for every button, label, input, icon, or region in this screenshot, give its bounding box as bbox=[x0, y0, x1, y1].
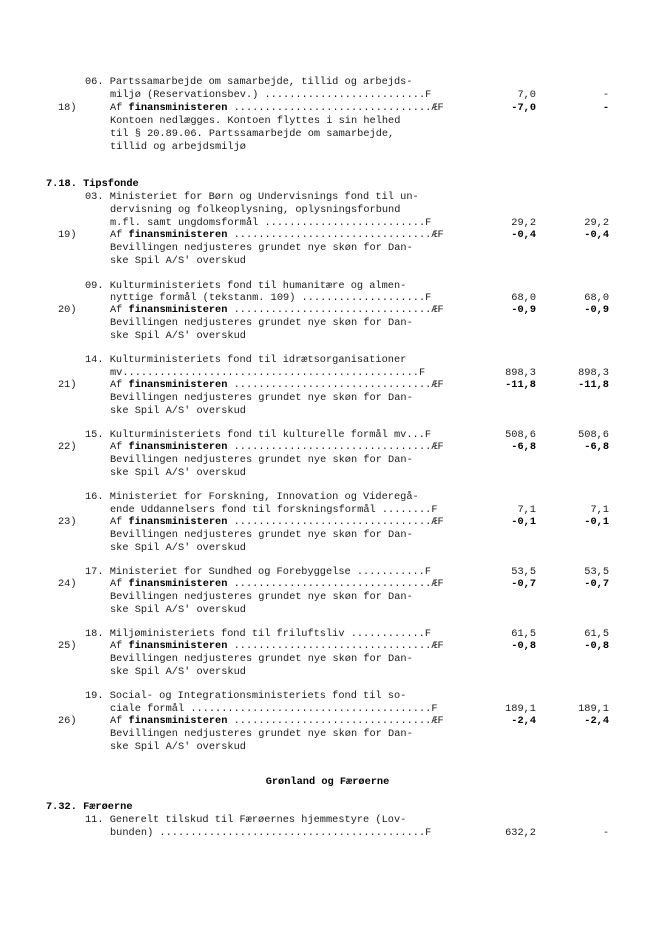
value-col1: -0,1 bbox=[511, 516, 536, 528]
finansministeren-label: finansministeren bbox=[128, 578, 228, 590]
finansministeren-label: finansministeren bbox=[128, 379, 228, 391]
value-col1: -0,7 bbox=[511, 578, 536, 590]
text-line bbox=[0, 741, 655, 754]
value-col1: 632,2 bbox=[505, 827, 536, 839]
af-label: Af bbox=[110, 304, 129, 316]
dots-leader: ................................ÆF bbox=[227, 516, 444, 528]
value-col2: -0,8 bbox=[584, 640, 609, 652]
change-line bbox=[0, 304, 655, 317]
section-title: 7.32. Færøerne bbox=[46, 801, 133, 813]
finansministeren-label: finansministeren bbox=[128, 102, 228, 114]
value-col1: -11,8 bbox=[505, 379, 536, 391]
text-line bbox=[0, 128, 655, 141]
af-label: Af bbox=[110, 715, 129, 727]
text-line bbox=[0, 354, 655, 367]
change-number: 25) bbox=[58, 640, 77, 652]
change-number: 20) bbox=[58, 304, 77, 316]
item-text: ciale formål .......................................F bbox=[110, 703, 438, 715]
dots-leader: ................................ÆF bbox=[227, 304, 444, 316]
item-text: 15. Kulturministeriets fond til kulturelle formål mv...F bbox=[85, 429, 432, 441]
item-text: Bevillingen nedjusteres grundet nye skøn for Dan- bbox=[110, 392, 413, 404]
value-col2: 61,5 bbox=[584, 628, 609, 640]
value-col2: -2,4 bbox=[584, 715, 609, 727]
value-col1: 189,1 bbox=[505, 703, 536, 715]
change-number: 26) bbox=[58, 715, 77, 727]
text-line bbox=[0, 330, 655, 343]
item-text: ske Spil A/S' overskud bbox=[110, 255, 246, 267]
text-line bbox=[0, 529, 655, 542]
value-col1: 29,2 bbox=[511, 217, 536, 229]
value-col1: -6,8 bbox=[511, 441, 536, 453]
finansministeren-label: finansministeren bbox=[128, 229, 228, 241]
text-line bbox=[0, 141, 655, 154]
value-col2: -0,9 bbox=[584, 304, 609, 316]
change-line bbox=[0, 102, 655, 115]
text-line bbox=[0, 115, 655, 128]
item-text: 03. Ministeriet for Børn og Undervisnings fond til un- bbox=[85, 191, 419, 203]
text-line bbox=[0, 454, 655, 467]
item-text: ende Uddannelsers fond til forskningsformål ........F bbox=[110, 504, 438, 516]
dots-leader: ................................ÆF bbox=[227, 640, 444, 652]
finansministeren-label: finansministeren bbox=[128, 304, 228, 316]
item-text: Kontoen nedlægges. Kontoen flyttes i sin helhed bbox=[110, 115, 401, 127]
value-col1: -2,4 bbox=[511, 715, 536, 727]
text-line bbox=[0, 814, 655, 827]
value-col2: 898,3 bbox=[578, 367, 609, 379]
item-text: Bevillingen nedjusteres grundet nye skøn for Dan- bbox=[110, 653, 413, 665]
change-number: 22) bbox=[58, 441, 77, 453]
af-label: Af bbox=[110, 102, 129, 114]
af-label: Af bbox=[110, 229, 129, 241]
text-line bbox=[0, 542, 655, 555]
change-line bbox=[0, 441, 655, 454]
item-text: ske Spil A/S' overskud bbox=[110, 467, 246, 479]
dots-leader: ................................ÆF bbox=[227, 578, 444, 590]
change-number: 24) bbox=[58, 578, 77, 590]
value-col2: -0,7 bbox=[584, 578, 609, 590]
item-text: 11. Generelt tilskud til Færøernes hjemmestyre (Lov- bbox=[85, 814, 407, 826]
dots-leader: ................................ÆF bbox=[227, 441, 444, 453]
text-line bbox=[0, 491, 655, 504]
change-line bbox=[0, 379, 655, 392]
af-label: Af bbox=[110, 516, 129, 528]
value-col1: 7,0 bbox=[517, 89, 536, 101]
change-line bbox=[0, 229, 655, 242]
change-number: 21) bbox=[58, 379, 77, 391]
change-line bbox=[0, 516, 655, 529]
value-col2: 189,1 bbox=[578, 703, 609, 715]
text-line bbox=[0, 728, 655, 741]
finansministeren-label: finansministeren bbox=[128, 441, 228, 453]
item-text: Bevillingen nedjusteres grundet nye skøn for Dan- bbox=[110, 242, 413, 254]
value-col2: - bbox=[602, 102, 609, 114]
item-text: ske Spil A/S' overskud bbox=[110, 542, 246, 554]
value-col2: - bbox=[602, 827, 609, 839]
value-col2: -6,8 bbox=[584, 441, 609, 453]
item-text: tillid og arbejdsmiljø bbox=[110, 141, 246, 153]
group-heading bbox=[0, 776, 655, 789]
text-line bbox=[0, 690, 655, 703]
text-line bbox=[0, 827, 655, 840]
text-line bbox=[0, 204, 655, 217]
value-col1: 898,3 bbox=[505, 367, 536, 379]
group-title: Grønland og Færøerne bbox=[265, 776, 390, 788]
item-text: ske Spil A/S' overskud bbox=[110, 666, 246, 678]
item-text: nyttige formål (tekstanm. 109) ....................F bbox=[110, 292, 432, 304]
text-line bbox=[0, 76, 655, 89]
change-number: 19) bbox=[58, 229, 77, 241]
item-text: til § 20.89.06. Partssamarbejde om samarbejde, bbox=[110, 128, 395, 140]
text-line bbox=[0, 89, 655, 102]
value-col1: -0,4 bbox=[511, 229, 536, 241]
change-line bbox=[0, 640, 655, 653]
change-number: 23) bbox=[58, 516, 77, 528]
item-text: dervisning og folkeoplysning, oplysningsforbund bbox=[110, 204, 401, 216]
text-line bbox=[0, 653, 655, 666]
af-label: Af bbox=[110, 578, 129, 590]
section-heading bbox=[0, 801, 655, 814]
value-col1: -0,8 bbox=[511, 640, 536, 652]
value-col2: - bbox=[602, 89, 609, 101]
item-text: ske Spil A/S' overskud bbox=[110, 405, 246, 417]
text-line bbox=[0, 191, 655, 204]
text-line bbox=[0, 591, 655, 604]
text-line bbox=[0, 666, 655, 679]
af-label: Af bbox=[110, 379, 129, 391]
item-text: Bevillingen nedjusteres grundet nye skøn for Dan- bbox=[110, 454, 413, 466]
text-line bbox=[0, 604, 655, 617]
value-col1: -7,0 bbox=[511, 102, 536, 114]
item-text: Bevillingen nedjusteres grundet nye skøn for Dan- bbox=[110, 728, 413, 740]
value-col2: -0,1 bbox=[584, 516, 609, 528]
value-col1: -0,9 bbox=[511, 304, 536, 316]
value-col2: 68,0 bbox=[584, 292, 609, 304]
change-number: 18) bbox=[58, 102, 77, 114]
text-line bbox=[0, 317, 655, 330]
change-line bbox=[0, 578, 655, 591]
finansministeren-label: finansministeren bbox=[128, 640, 228, 652]
value-col2: -11,8 bbox=[578, 379, 609, 391]
item-text: 18. Miljøministeriets fond til friluftsliv ............F bbox=[85, 628, 432, 640]
dots-leader: ................................ÆF bbox=[227, 102, 444, 114]
item-text: 09. Kulturministeriets fond til humanitære og almen- bbox=[85, 280, 407, 292]
value-col2: 7,1 bbox=[590, 504, 609, 516]
text-line bbox=[0, 255, 655, 268]
value-col1: 68,0 bbox=[511, 292, 536, 304]
dots-leader: ................................ÆF bbox=[227, 229, 444, 241]
item-text: bunden) ...........................................F bbox=[110, 827, 432, 839]
item-text: Bevillingen nedjusteres grundet nye skøn for Dan- bbox=[110, 529, 413, 541]
value-col1: 53,5 bbox=[511, 566, 536, 578]
value-col2: 29,2 bbox=[584, 217, 609, 229]
dots-leader: ................................ÆF bbox=[227, 379, 444, 391]
value-col1: 7,1 bbox=[517, 504, 536, 516]
value-col1: 61,5 bbox=[511, 628, 536, 640]
section-heading bbox=[0, 178, 655, 191]
text-line bbox=[0, 405, 655, 418]
dots-leader: ................................ÆF bbox=[227, 715, 444, 727]
item-text: m.fl. samt ungdomsformål ..........................F bbox=[110, 217, 432, 229]
item-text: ske Spil A/S' overskud bbox=[110, 604, 246, 616]
item-text: 17. Ministeriet for Sundhed og Forebyggelse ...........F bbox=[85, 566, 432, 578]
item-text: Bevillingen nedjusteres grundet nye skøn for Dan- bbox=[110, 591, 413, 603]
finansministeren-label: finansministeren bbox=[128, 715, 228, 727]
change-line bbox=[0, 715, 655, 728]
af-label: Af bbox=[110, 441, 129, 453]
af-label: Af bbox=[110, 640, 129, 652]
value-col1: 508,6 bbox=[505, 429, 536, 441]
value-col2: 53,5 bbox=[584, 566, 609, 578]
item-text: mv................................................F bbox=[110, 367, 426, 379]
value-col2: 508,6 bbox=[578, 429, 609, 441]
text-line bbox=[0, 242, 655, 255]
item-text: 06. Partssamarbejde om samarbejde, tillid og arbejds- bbox=[85, 76, 413, 88]
text-line bbox=[0, 467, 655, 480]
item-text: 16. Ministeriet for Forskning, Innovation og Videregå- bbox=[85, 491, 419, 503]
section-title: 7.18. Tipsfonde bbox=[46, 178, 139, 190]
text-line bbox=[0, 392, 655, 405]
item-text: miljø (Reservationsbev.) ..........................F bbox=[110, 89, 432, 101]
value-col2: -0,4 bbox=[584, 229, 609, 241]
item-text: 14. Kulturministeriets fond til idrætsorganisationer bbox=[85, 354, 407, 366]
finansministeren-label: finansministeren bbox=[128, 516, 228, 528]
item-text: Bevillingen nedjusteres grundet nye skøn for Dan- bbox=[110, 317, 413, 329]
item-text: ske Spil A/S' overskud bbox=[110, 330, 246, 342]
item-text: ske Spil A/S' overskud bbox=[110, 741, 246, 753]
item-text: 19. Social- og Integrationsministeriets fond til so- bbox=[85, 690, 407, 702]
